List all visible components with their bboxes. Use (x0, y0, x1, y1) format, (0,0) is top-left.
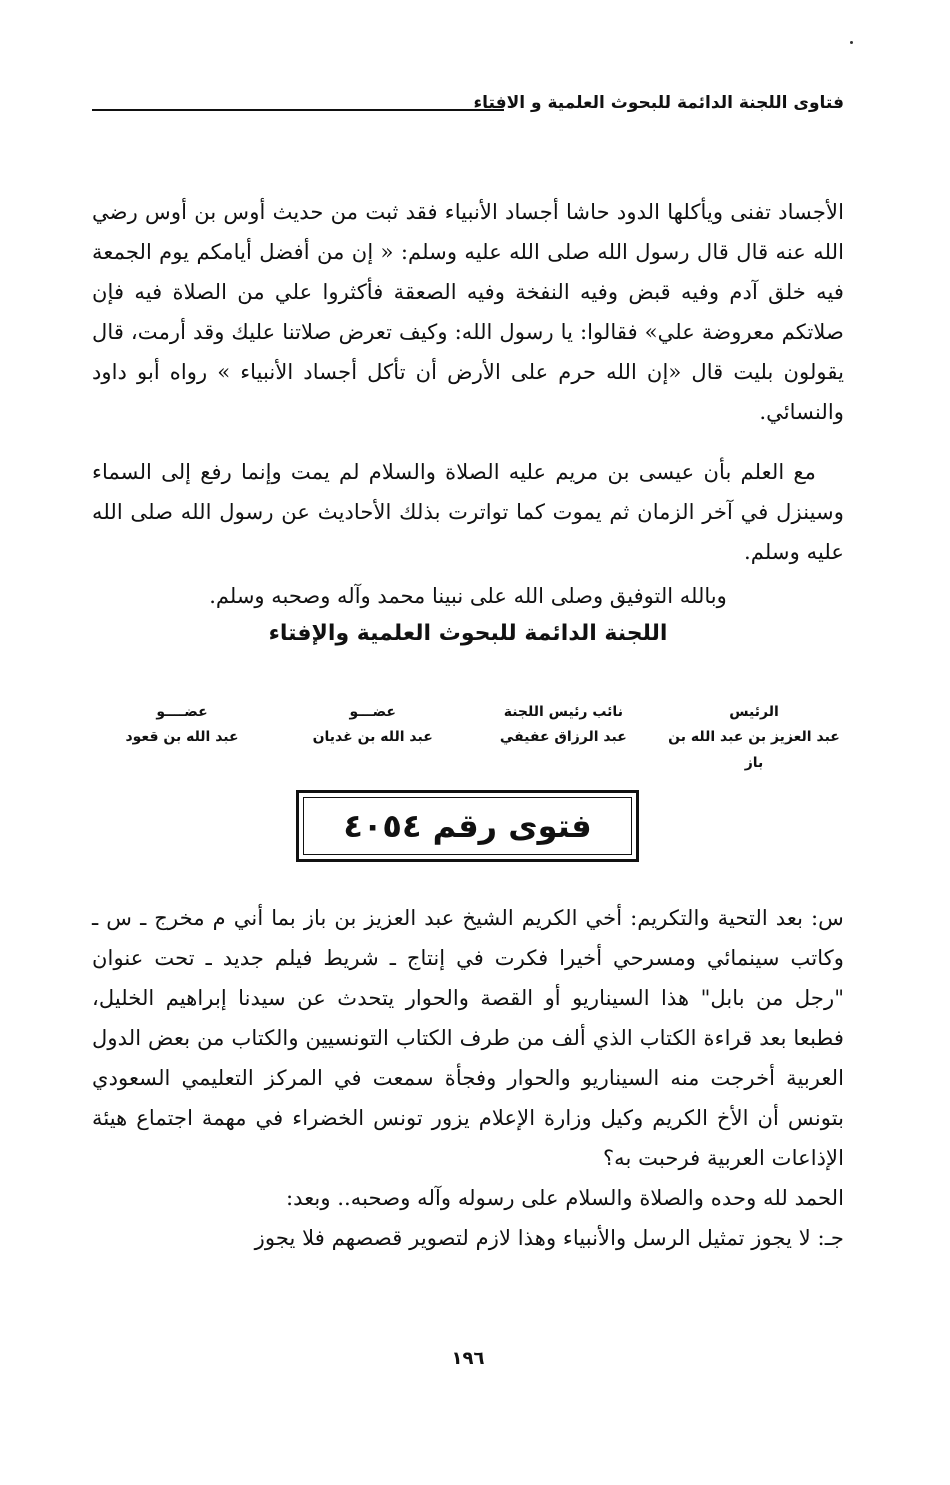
signature-row (92, 700, 844, 771)
signature-name: عبد الله بن غديان (312, 729, 433, 745)
scan-speck (850, 41, 853, 44)
signature-president (664, 700, 844, 771)
paragraph-praise: الحمد لله وحده والصلاة والسلام على رسوله وآله وصحبه.. وبعد: (285, 1185, 844, 1210)
text-block-hadith (92, 192, 844, 432)
fatwa-number-box (296, 790, 639, 862)
page-number: ١٩٦ (451, 1348, 485, 1369)
paragraph-isa: مع العلم بأن عيسى بن مريم عليه الصلاة والسلام لم يمت وإنما رفع إلى السماء وسينزل في آخر الزمان ثم يموت كما تواترت بذلك الأحاديث عن رسول الله صلى الله عليه وسلم. (92, 459, 844, 564)
signature-vice-president (473, 700, 653, 760)
running-header (92, 92, 844, 116)
signature-member-1 (283, 700, 463, 760)
paragraph-answer: جـ: لا يجوز تمثيل الرسل والأنبياء وهذا لازم لتصوير قصصهم فلا يجوز (254, 1225, 844, 1250)
signature-role: عضـــو (349, 704, 396, 720)
fatwa-number-title: فتوى رقم ٤٠٥٤ (343, 807, 592, 845)
header-rule (92, 109, 504, 111)
signature-role: عضــــو (156, 704, 208, 720)
text-block-isa (92, 452, 844, 572)
signature-name: عبد العزيز بن عبد الله بن باز (668, 729, 840, 771)
committee-name: اللجنة الدائمة للبحوث العلمية والإفتاء (268, 621, 668, 646)
paragraph-hadith: الأجساد تفنى ويأكلها الدود حاشا أجساد الأنبياء فقد ثبت من حديث أوس بن أوس رضي الله عنه قال قال رسول الله صلى الله عليه وسلم: « إن من أفضل أيامكم يوم الجمعة فيه خلق آدم وفيه قبض وفيه النفخة وفيه الصعقة فأكثروا علي من الصلاة فيه فإن صلاتكم معروضة علي» فقالوا: يا رسول الله: وكيف تعرض صلاتنا عليك وقد أرمت، قال يقولون بليت قال «إن الله حرم على الأرض أن تأكل أجساد الأنبياء » رواه أبو داود والنسائي. (92, 199, 844, 424)
signature-name: عبد الرزاق عفيفي (499, 729, 627, 745)
signature-name: عبد الله بن قعود (125, 729, 239, 745)
signature-role: نائب رئيس اللجنة (503, 704, 623, 720)
text-block-fatwa (92, 898, 844, 1258)
signature-member-2 (92, 700, 272, 760)
paragraph-question: س: بعد التحية والتكريم: أخي الكريم الشيخ عبد العزيز بن باز بما أني م مخرج ـ س ـ وكاتب سينمائي ومسرحي أخيرا فكرت في إنتاج ـ شريط فيلم جديد ـ تحت عنوان "رجل من بابل" هذا السيناريو أو القصة والحوار يتحدث عن سيدنا إبراهيم الخليل، فطبعا بعد قراءة الكتاب الذي ألف من طرف الكتاب التونسيين والكتاب من بعض الدول العربية أخرجت منه السيناريو والحوار وفجأة سمعت في المركز التعليمي السعودي بتونس أن الأخ الكريم وكيل وزارة الإعلام يزور تونس الخضراء في مهمة اجتماع هيئة الإذاعات العربية فرحبت به؟ (92, 905, 844, 1170)
header-title: فتاوى اللجنة الدائمة للبحوث العلمية و الافتاء (473, 93, 844, 113)
signature-role: الرئيس (729, 704, 779, 720)
closing-formula: وبالله التوفيق وصلى الله على نبينا محمد وآله وصحبه وسلم. (209, 584, 727, 608)
